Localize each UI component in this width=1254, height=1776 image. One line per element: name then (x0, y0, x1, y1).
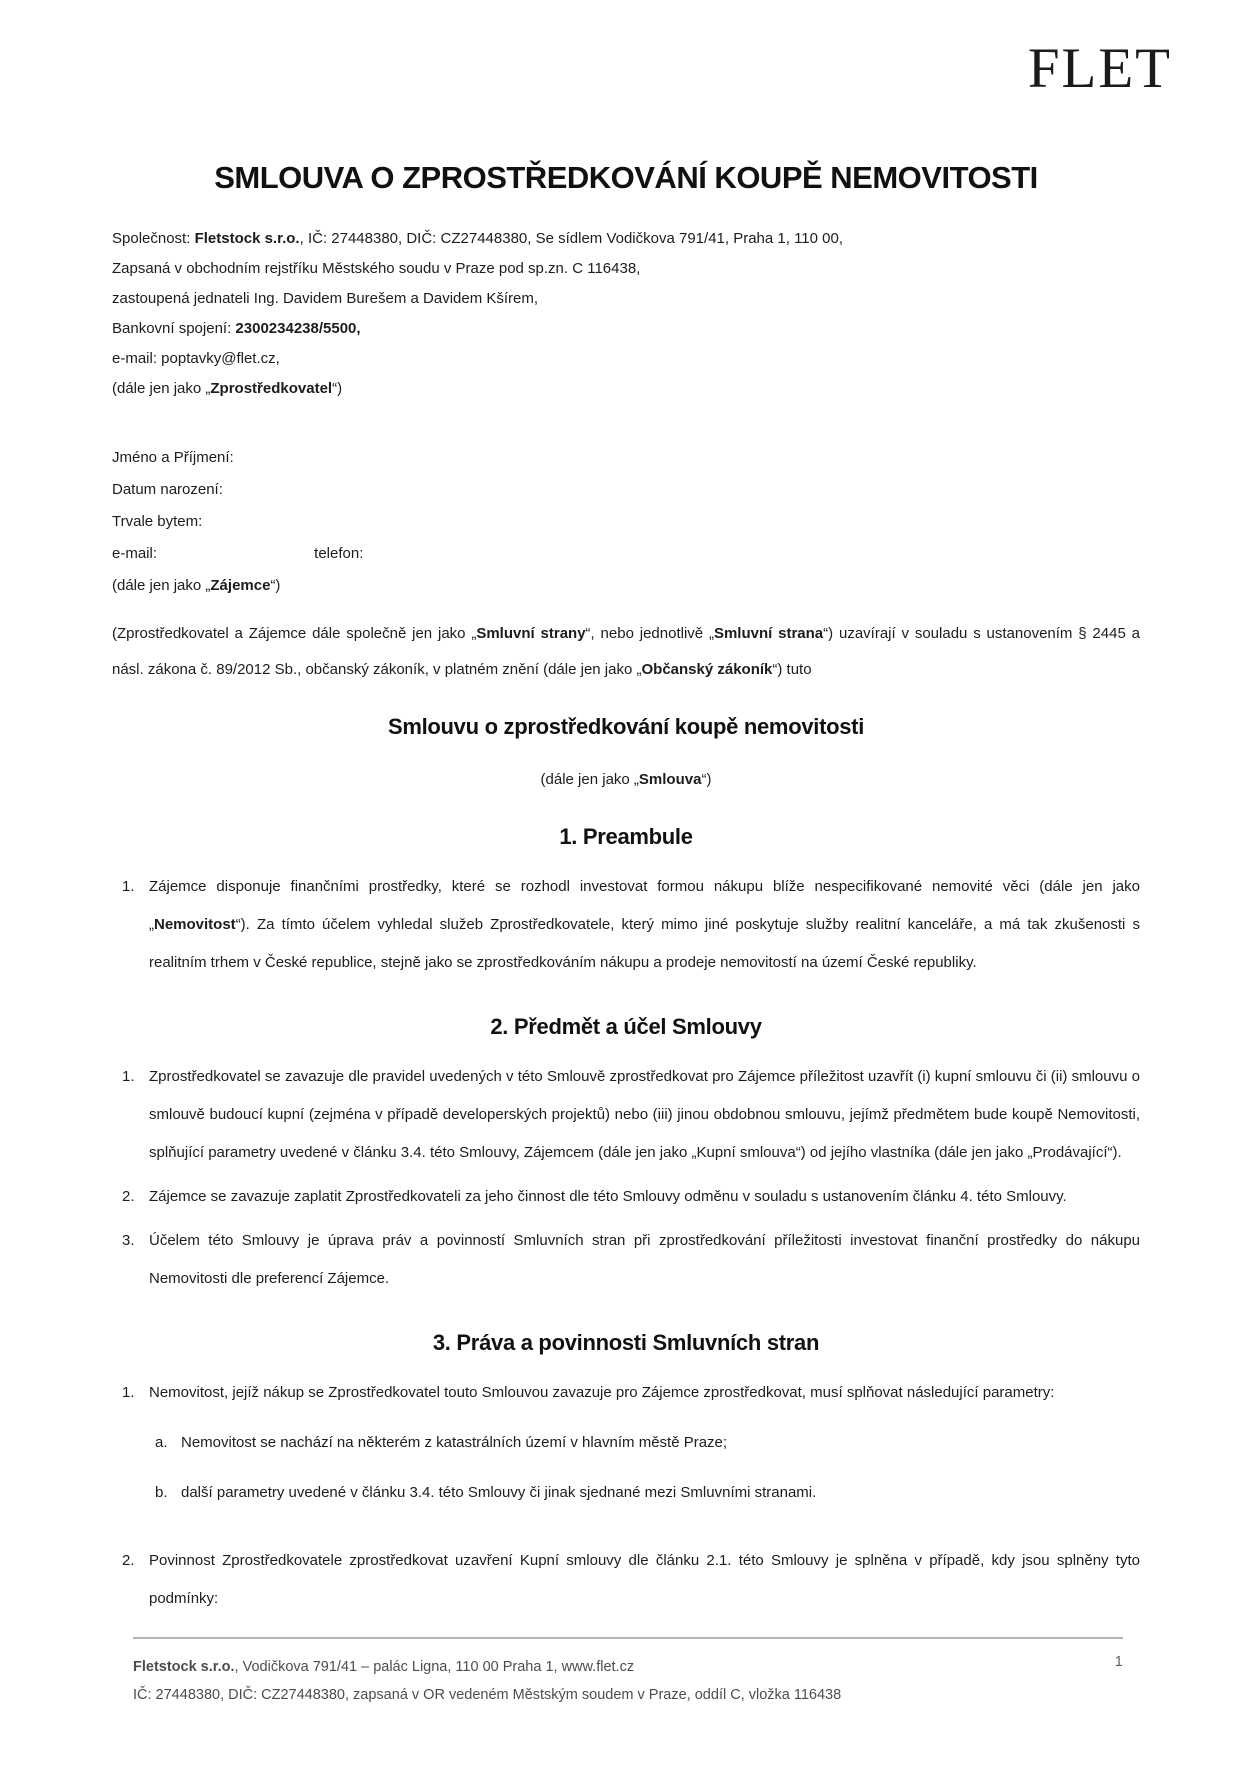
provider-block (112, 224, 1140, 404)
text-segment: “). Za tímto účelem vyhledal služeb Zprostředkovatele, který mimo jiné poskytuje služby realitní kanceláře, a má tak zkušenosti s realitním trhem v České republice, stejně jako se zprostředkováním nákupu a prodeje nemovitostí na území České republiky. (149, 916, 1140, 971)
list-item (112, 1374, 1140, 1412)
text-segment: “) (270, 577, 281, 594)
list-item (112, 1178, 1140, 1216)
section-heading-predmet: 2. Předmět a účel Smlouvy (490, 1014, 762, 1039)
page-number: 1 (1114, 1653, 1123, 1670)
page-content (112, 158, 1140, 1618)
section-heading-prava: 3. Práva a povinnosti Smluvních stran (432, 1330, 820, 1355)
client-name-label: Jméno a Příjmení: (112, 449, 234, 466)
emphasized-text: Fletstock s.r.o. (133, 1659, 235, 1675)
contract-alias-line (112, 768, 1140, 792)
list-item-number: 1. (122, 1384, 135, 1401)
emphasized-text: Nemovitost (154, 916, 236, 933)
sub-list-item-letter: a. (155, 1434, 168, 1451)
sub-list-item-letter: b. (155, 1484, 168, 1501)
contract-name-heading: Smlouvu o zprostředkování koupě nemovitosti (387, 714, 865, 739)
list-item-text (149, 1178, 1140, 1216)
provider-alias-line (112, 374, 1140, 404)
text-segment: “) (332, 380, 343, 397)
client-contact-row (112, 538, 1140, 570)
text-segment: “) uzavírají v souladu s ustanovením § 2445 a násl. zákona č. 89/2012 Sb., občanský zákoník, v platném znění (dále jen jako „ (112, 625, 1140, 678)
provider-line (112, 254, 1140, 284)
text-segment: Zprostředkovatel se zavazuje dle pravidel uvedených v této Smlouvě zprostředkovat pro Zájemce příležitost uzavřít (i) kupní smlouvu či (ii) smlouvu o smlouvě budoucí kupní (zejména v případě developerských projektů) nebo (iii) jinou obdobnou smlouvu, jejímž předmětem bude koupě Nemovitosti, splňující parametry uvedené v článku 3.4. této Smlouvy, Zájemcem (dále jen jako „Kupní smlouva“) od jejího vlastníka (dále jen jako „Prodávající“). (149, 1068, 1140, 1161)
company-logo: FLET (1027, 37, 1172, 100)
footer-registry-line: IČ: 27448380, DIČ: CZ27448380, zapsaná v OR vedeném Městským soudem v Praze, oddíl C, vložka 116438 (133, 1686, 842, 1703)
list-item-number: 1. (122, 878, 135, 895)
list-item (112, 868, 1140, 982)
client-block (112, 442, 1140, 602)
emphasized-text: Smluvní strana (713, 625, 824, 642)
provider-line (112, 284, 1140, 314)
text-segment: , IČ: 27448380, DIČ: CZ27448380, Se sídlem Vodičkova 791/41, Praha 1, 110 00, (299, 230, 844, 247)
provider-line (112, 224, 1140, 254)
emphasized-text: Občanský zákoník (641, 661, 773, 678)
sub-list-item (155, 1424, 1140, 1462)
text-segment: Povinnost Zprostředkovatele zprostředkovat uzavření Kupní smlouvy dle článku 2.1. této Smlouvy je splněna v případě, kdy jsou splněny tyto podmínky: (149, 1552, 1140, 1607)
emphasized-text: 2300234238/5500, (235, 320, 361, 337)
list-item-number: 2. (122, 1552, 135, 1569)
text-segment: Zapsaná v obchodním rejstříku Městského soudu v Praze pod sp.zn. C 116438, (112, 260, 641, 277)
text-segment: (dále jen jako „ (540, 771, 639, 788)
list-item (112, 1058, 1140, 1172)
text-segment: , Vodičkova 791/41 – palác Ligna, 110 00 Praha 1, www.flet.cz (234, 1659, 635, 1675)
provider-line (112, 344, 1140, 374)
section-predmet-list (112, 1058, 1140, 1298)
text-segment: Bankovní spojení: (112, 320, 236, 337)
emphasized-text: Smluvní strany (476, 625, 586, 642)
text-segment: Zájemce disponuje finančními prostředky, které se rozhodl investovat formou nákupu blíže nespecifikované nemovité věci (dále jen jako „ (149, 878, 1140, 933)
sub-list-item-text: Nemovitost se nachází na některém z katastrálních území v hlavním městě Praze; (181, 1434, 728, 1451)
list-item-text (149, 1222, 1140, 1298)
list-item-number: 3. (122, 1232, 135, 1249)
text-segment: e-mail: poptavky@flet.cz, (112, 350, 280, 367)
sub-list-item (155, 1474, 1140, 1512)
text-segment: Nemovitost, jejíž nákup se Zprostředkovatel touto Smlouvou zavazuje pro Zájemce zprostředkovat, musí splňovat následující parametry: (149, 1384, 1055, 1401)
client-alias-line (112, 570, 1140, 602)
emphasized-text: Zprostředkovatel (210, 380, 333, 397)
emphasized-text: Zájemce (210, 577, 271, 594)
section-heading-preambule: 1. Preambule (559, 824, 693, 849)
section-preambule-list (112, 868, 1140, 982)
list-item-number: 2. (122, 1188, 135, 1205)
document-title: SMLOUVA O ZPROSTŘEDKOVÁNÍ KOUPĚ NEMOVITOSTI (214, 160, 1038, 195)
page-footer (133, 1637, 1123, 1709)
list-item-text (149, 1374, 1140, 1412)
footer-company-line (133, 1654, 1123, 1682)
provider-line (112, 314, 1140, 344)
list-item-text (149, 1058, 1140, 1172)
emphasized-text: Fletstock s.r.o. (194, 230, 300, 247)
text-segment: zastoupená jednateli Ing. Davidem Burešem a Davidem Kšírem, (112, 290, 539, 307)
text-segment: Zájemce se zavazuje zaplatit Zprostředkovateli za jeho činnost dle této Smlouvy odměnu v souladu s ustanovením článku 4. této Smlouvy. (149, 1188, 1067, 1205)
list-item-text (149, 868, 1140, 982)
client-address-label: Trvale bytem: (112, 513, 203, 530)
text-segment: (dále jen jako „ (112, 577, 211, 594)
text-segment: Účelem této Smlouvy je úprava práv a povinností Smluvních stran při zprostředkování příležitosti investovat finanční prostředky do nákupu Nemovitosti dle preferencí Zájemce. (149, 1232, 1140, 1287)
parties-joint-paragraph (112, 616, 1140, 688)
text-segment: Společnost: (112, 230, 195, 247)
sub-list-item-text: další parametry uvedené v článku 3.4. této Smlouvy či jinak sjednané mezi Smluvními stranami. (181, 1484, 817, 1501)
client-phone-label: telefon: (314, 545, 364, 562)
text-segment: “) tuto (772, 661, 812, 678)
text-segment: “) (701, 771, 712, 788)
list-item-number: 1. (122, 1068, 135, 1085)
list-item-text (149, 1542, 1140, 1618)
text-segment: (dále jen jako „ (112, 380, 211, 397)
text-segment: (Zprostředkovatel a Zájemce dále společně jen jako „ (112, 625, 477, 642)
client-dob-label: Datum narození: (112, 481, 223, 498)
section-prava-list (112, 1374, 1140, 1618)
text-segment: “, nebo jednotlivě „ (585, 625, 714, 642)
list-item (112, 1542, 1140, 1618)
emphasized-text: Smlouva (638, 771, 702, 788)
client-email-label: e-mail: (112, 545, 158, 562)
list-item (112, 1222, 1140, 1298)
